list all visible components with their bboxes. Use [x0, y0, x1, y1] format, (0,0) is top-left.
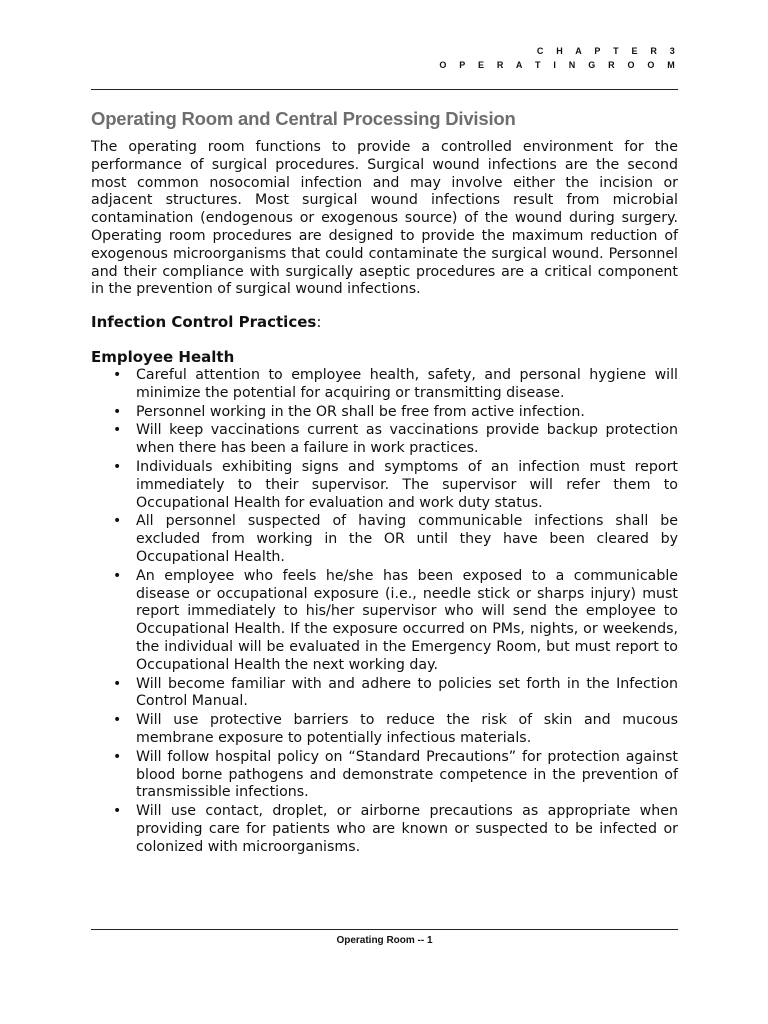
bullet-icon: • [113, 458, 122, 475]
bullet-icon: • [113, 403, 122, 420]
practices-heading-text: Infection Control Practices [91, 313, 317, 331]
page-footer: Operating Room -- 1 [336, 935, 433, 946]
list-item-text: An employee who feels he/she has been exposed to a communicable disease or occupational exposure (i.e., needle stick or sharps injury) must report immediately to his/her supervisor who will send the employee to Occupational Health. If the exposure occurred on PMs, nights, or weekends, the individual will be evaluated in the Emergency Room, but must report to Occupational Health the next working day. [136, 567, 678, 673]
list-item [91, 803, 678, 856]
list-item [91, 404, 678, 422]
list-item-text: Careful attention to employee health, safety, and personal hygiene will minimize the potential for acquiring or transmitting disease. [136, 367, 678, 401]
list-item [91, 749, 678, 802]
bullet-icon: • [113, 675, 122, 692]
bullet-icon: • [113, 367, 122, 383]
section-label: O P E R A T I N G R O O M [439, 60, 680, 70]
bullet-icon: • [113, 803, 122, 820]
list-item [91, 712, 678, 748]
list-item-text: Will use contact, droplet, or airborne precautions as appropriate when providing care for patients who are known or suspected to be infected or colonized with microorganisms. [136, 803, 678, 855]
list-item-text: Individuals exhibiting signs and symptoms of an infection must report immediately to their supervisor. The supervisor will refer them to Occupational Health for evaluation and work duty status. [136, 458, 678, 511]
employee-health-heading: Employee Health [91, 348, 235, 366]
employee-health-list [91, 367, 678, 858]
infection-control-practices-heading [91, 313, 321, 331]
footer-divider [91, 929, 678, 930]
list-item-text: Will keep vaccinations current as vaccinations provide backup protection when there has been a failure in work practices. [136, 422, 678, 457]
chapter-label: C H A P T E R 3 [536, 46, 680, 56]
list-item [91, 676, 678, 712]
bullet-icon: • [113, 422, 122, 439]
list-item-text: Will become familiar with and adhere to policies set forth in the Infection Control Manual. [136, 675, 678, 710]
bullet-icon: • [113, 567, 122, 584]
list-item-text: All personnel suspected of having communicable infections shall be excluded from working in the OR until they have been cleared by Occupational Health. [136, 513, 678, 565]
list-item [91, 459, 678, 512]
list-item [91, 513, 678, 566]
list-item-text: Personnel working in the OR shall be free from active infection. [136, 403, 585, 420]
page-title: Operating Room and Central Processing Division [91, 108, 516, 129]
intro-paragraph: The operating room functions to provide a controlled environment for the performance of surgical procedures. Surgical wound infections are the second most common nosocomial infection and may involve either the incision or adjacent structures. Most surgical wound infections result from microbial contamination (endogenous or exogenous source) of the wound during surgery. Operating room procedures are designed to provide the maximum reduction of exogenous microorganisms that could contaminate the surgical wound. Personnel and their compliance with surgically aseptic procedures are a critical component in the prevention of surgical wound infections. [91, 139, 678, 298]
list-item [91, 568, 678, 675]
bullet-icon: • [113, 712, 122, 729]
list-item [91, 422, 678, 458]
bullet-icon: • [113, 748, 122, 765]
header-divider [91, 89, 678, 90]
list-item [91, 367, 678, 403]
running-header [439, 44, 680, 72]
practices-heading-colon: : [316, 313, 322, 331]
bullet-icon: • [113, 513, 122, 530]
list-item-text: Will follow hospital policy on “Standard Precautions” for protection against blood borne pathogens and demonstrate competence in the prevention of transmissible infections. [136, 748, 678, 801]
list-item-text: Will use protective barriers to reduce the risk of skin and mucous membrane exposure to potentially infectious materials. [136, 712, 678, 746]
